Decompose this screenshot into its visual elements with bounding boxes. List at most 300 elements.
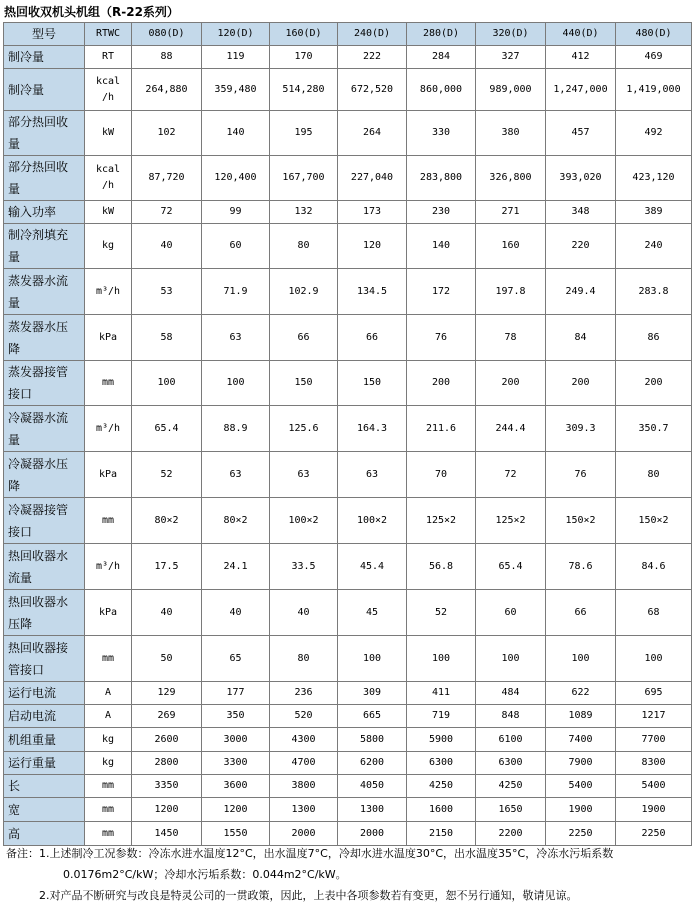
value-cell: 665 [338, 705, 407, 728]
model-header: 320(D) [476, 23, 546, 46]
value-cell: 5800 [338, 728, 407, 752]
value-cell: 348 [546, 201, 616, 224]
table-row [4, 156, 692, 201]
value-cell: 2600 [132, 728, 202, 752]
value-cell: 227,040 [338, 156, 407, 201]
value-cell: 40 [132, 224, 202, 269]
table-header-row [4, 23, 692, 46]
cell-line: mm [101, 652, 115, 664]
value-cell: 58 [132, 315, 202, 361]
cell-line: 输入功率 [8, 205, 57, 219]
cell-line: mm [101, 780, 115, 791]
value-cell: 284 [407, 46, 476, 69]
value-cell: 4050 [338, 775, 407, 798]
value-cell: 150×2 [546, 498, 616, 544]
value-cell: 150×2 [616, 498, 692, 544]
value-cell: 100 [616, 636, 692, 682]
note-line-2: 0.0176m2°C/kW；冷却水污垢系数：0.044m2°C/kW。 [63, 868, 347, 881]
value-cell: 2200 [476, 822, 546, 846]
row-label [4, 361, 85, 406]
cell-line: kPa [98, 606, 118, 618]
cell-line: 部分热回收 [8, 115, 69, 129]
cell-line: kW [101, 206, 115, 217]
value-cell: 4700 [270, 752, 338, 775]
value-cell: 125×2 [476, 498, 546, 544]
value-cell: 120 [338, 224, 407, 269]
value-cell: 1550 [202, 822, 270, 846]
row-unit [85, 498, 132, 544]
cell-line: 热回收器水 [8, 594, 69, 609]
value-cell: 76 [546, 452, 616, 498]
value-cell: 484 [476, 682, 546, 705]
row-label [4, 111, 85, 156]
value-cell: 283.8 [616, 269, 692, 315]
table-row [4, 406, 692, 452]
cell-line: 宽 [8, 802, 21, 817]
value-cell: 327 [476, 46, 546, 69]
value-cell: 65.4 [132, 406, 202, 452]
value-cell: 197.8 [476, 269, 546, 315]
cell-line: mm [101, 827, 115, 839]
value-cell: 860,000 [407, 69, 476, 111]
row-label [4, 69, 85, 111]
value-cell: 100 [407, 636, 476, 682]
value-cell: 50 [132, 636, 202, 682]
value-cell: 66 [546, 590, 616, 636]
value-cell: 249.4 [546, 269, 616, 315]
value-cell: 40 [202, 590, 270, 636]
row-label [4, 752, 85, 775]
value-cell: 100 [546, 636, 616, 682]
row-label [4, 775, 85, 798]
value-cell: 195 [270, 111, 338, 156]
cell-line: 接口 [8, 524, 33, 539]
cell-line: 蒸发器水流 [8, 273, 69, 288]
value-cell: 164.3 [338, 406, 407, 452]
value-cell: 119 [202, 46, 270, 69]
value-cell: 86 [616, 315, 692, 361]
value-cell: 76 [407, 315, 476, 361]
value-cell: 65.4 [476, 544, 546, 590]
value-cell: 1217 [616, 705, 692, 728]
cell-line: RT [101, 51, 115, 62]
row-label [4, 682, 85, 705]
value-cell: 132 [270, 201, 338, 224]
value-cell: 99 [202, 201, 270, 224]
row-unit [85, 636, 132, 682]
row-unit [85, 452, 132, 498]
row-unit [85, 705, 132, 728]
value-cell: 1089 [546, 705, 616, 728]
value-cell: 100×2 [270, 498, 338, 544]
cell-line: 量 [8, 295, 21, 310]
row-label [4, 224, 85, 269]
cell-line: 制冷量 [8, 50, 45, 64]
row-label [4, 728, 85, 752]
value-cell: 33.5 [270, 544, 338, 590]
row-label [4, 822, 85, 846]
model-header: 160(D) [270, 23, 338, 46]
spec-table [3, 22, 692, 846]
value-cell: 6300 [476, 752, 546, 775]
row-label [4, 544, 85, 590]
cell-line: kcal [95, 164, 121, 175]
value-cell: 125.6 [270, 406, 338, 452]
row-unit [85, 798, 132, 822]
value-cell: 52 [407, 590, 476, 636]
table-row [4, 775, 692, 798]
value-cell: 5400 [546, 775, 616, 798]
table-row [4, 269, 692, 315]
value-cell: 359,480 [202, 69, 270, 111]
value-cell: 411 [407, 682, 476, 705]
cell-line: 量 [8, 250, 21, 264]
value-cell: 7700 [616, 728, 692, 752]
value-cell: 6200 [338, 752, 407, 775]
row-label [4, 590, 85, 636]
value-cell: 80×2 [132, 498, 202, 544]
cell-line: kg [101, 733, 115, 745]
row-label [4, 636, 85, 682]
row-label [4, 452, 85, 498]
value-cell: 244.4 [476, 406, 546, 452]
value-cell: 236 [270, 682, 338, 705]
table-row [4, 361, 692, 406]
value-cell: 177 [202, 682, 270, 705]
value-cell: 45.4 [338, 544, 407, 590]
value-cell: 3000 [202, 728, 270, 752]
cell-line: 机组重量 [8, 732, 57, 747]
value-cell: 8300 [616, 752, 692, 775]
cell-line: 蒸发器接管 [8, 365, 69, 379]
value-cell: 672,520 [338, 69, 407, 111]
cell-line: 冷凝器水流 [8, 410, 69, 425]
cell-line: kW [101, 127, 115, 138]
cell-line: 长 [8, 779, 21, 793]
value-cell: 412 [546, 46, 616, 69]
notes [6, 843, 690, 906]
value-cell: 53 [132, 269, 202, 315]
value-cell: 134.5 [338, 269, 407, 315]
value-cell: 469 [616, 46, 692, 69]
value-cell: 102.9 [270, 269, 338, 315]
row-label [4, 46, 85, 69]
cell-line: 制冷量 [8, 82, 45, 97]
value-cell: 100×2 [338, 498, 407, 544]
row-label [4, 798, 85, 822]
value-cell: 88.9 [202, 406, 270, 452]
cell-line: 接口 [8, 387, 33, 401]
model-header: 440(D) [546, 23, 616, 46]
cell-line: 高 [8, 826, 21, 841]
row-unit [85, 269, 132, 315]
value-cell: 1,247,000 [546, 69, 616, 111]
cell-line: mm [101, 803, 115, 815]
value-cell: 5400 [616, 775, 692, 798]
value-cell: 393,020 [546, 156, 616, 201]
cell-line: 热回收器接 [8, 640, 69, 655]
row-unit [85, 361, 132, 406]
note-line-1: 备注：1.上述制冷工况参数：冷冻水进水温度12°C，出水温度7°C，冷却水进水温度30°C，出水温度35°C，冷冻水污垢系数 [6, 847, 614, 860]
table-row [4, 111, 692, 156]
value-cell: 389 [616, 201, 692, 224]
value-cell: 167,700 [270, 156, 338, 201]
value-cell: 1900 [616, 798, 692, 822]
cell-line: 制冷剂填充 [8, 228, 69, 242]
value-cell: 120,400 [202, 156, 270, 201]
value-cell: 330 [407, 111, 476, 156]
value-cell: 172 [407, 269, 476, 315]
cell-line: 冷凝器水压 [8, 456, 69, 471]
value-cell: 78 [476, 315, 546, 361]
value-cell: 2800 [132, 752, 202, 775]
cell-line: 量 [8, 182, 21, 196]
value-cell: 350 [202, 705, 270, 728]
cell-line: 管接口 [8, 662, 45, 677]
value-cell: 100 [476, 636, 546, 682]
value-cell: 1300 [338, 798, 407, 822]
value-cell: 100 [132, 361, 202, 406]
model-header: 080(D) [132, 23, 202, 46]
value-cell: 1650 [476, 798, 546, 822]
spec-table-body [4, 23, 692, 846]
value-cell: 5900 [407, 728, 476, 752]
value-cell: 66 [338, 315, 407, 361]
value-cell: 80×2 [202, 498, 270, 544]
value-cell: 719 [407, 705, 476, 728]
page-title: 热回收双机头机组（R-22系列） [4, 5, 179, 19]
value-cell: 230 [407, 201, 476, 224]
value-cell: 80 [270, 636, 338, 682]
value-cell: 309.3 [546, 406, 616, 452]
value-cell: 63 [202, 452, 270, 498]
value-cell: 4300 [270, 728, 338, 752]
value-cell: 520 [270, 705, 338, 728]
value-cell: 80 [270, 224, 338, 269]
value-cell: 150 [338, 361, 407, 406]
value-cell: 200 [616, 361, 692, 406]
value-cell: 2250 [546, 822, 616, 846]
cell-line: /h [101, 91, 115, 103]
cell-line: kcal [95, 75, 121, 87]
model-header: 120(D) [202, 23, 270, 46]
row-unit [85, 69, 132, 111]
value-cell: 2250 [616, 822, 692, 846]
row-label [4, 315, 85, 361]
value-cell: 240 [616, 224, 692, 269]
value-cell: 200 [476, 361, 546, 406]
cell-line: 流量 [8, 570, 33, 585]
table-row [4, 224, 692, 269]
table-row [4, 728, 692, 752]
value-cell: 7400 [546, 728, 616, 752]
cell-line: kPa [98, 468, 118, 480]
value-cell: 140 [407, 224, 476, 269]
cell-line: 部分热回收 [8, 160, 69, 174]
row-label [4, 705, 85, 728]
value-cell: 264,880 [132, 69, 202, 111]
cell-line: m³/h [95, 422, 121, 434]
value-cell: 1200 [132, 798, 202, 822]
value-cell: 45 [338, 590, 407, 636]
row-unit [85, 224, 132, 269]
row-label [4, 201, 85, 224]
table-row [4, 636, 692, 682]
value-cell: 68 [616, 590, 692, 636]
cell-line: m³/h [95, 285, 121, 297]
value-cell: 1450 [132, 822, 202, 846]
value-cell: 326,800 [476, 156, 546, 201]
cell-line: 量 [8, 137, 21, 151]
value-cell: 66 [270, 315, 338, 361]
value-cell: 2000 [338, 822, 407, 846]
value-cell: 87,720 [132, 156, 202, 201]
value-cell: 63 [338, 452, 407, 498]
cell-line: 运行电流 [8, 686, 57, 700]
cell-line: A [104, 710, 112, 721]
row-label [4, 498, 85, 544]
row-unit [85, 201, 132, 224]
table-row [4, 201, 692, 224]
cell-line: 量 [8, 432, 21, 447]
value-cell: 1,419,000 [616, 69, 692, 111]
value-cell: 3300 [202, 752, 270, 775]
value-cell: 56.8 [407, 544, 476, 590]
row-unit [85, 111, 132, 156]
value-cell: 24.1 [202, 544, 270, 590]
value-cell: 88 [132, 46, 202, 69]
value-cell: 269 [132, 705, 202, 728]
cell-line: A [104, 687, 112, 698]
model-header: 240(D) [338, 23, 407, 46]
cell-line: /h [101, 180, 115, 191]
row-unit [85, 728, 132, 752]
table-row [4, 498, 692, 544]
value-cell: 100 [338, 636, 407, 682]
cell-line: 热回收器水 [8, 548, 69, 563]
table-row [4, 69, 692, 111]
row-unit [85, 775, 132, 798]
value-cell: 140 [202, 111, 270, 156]
row-unit [85, 590, 132, 636]
table-row [4, 452, 692, 498]
value-cell: 17.5 [132, 544, 202, 590]
row-label [4, 156, 85, 201]
row-unit [85, 822, 132, 846]
value-cell: 514,280 [270, 69, 338, 111]
row-unit [85, 156, 132, 201]
value-cell: 220 [546, 224, 616, 269]
value-cell: 170 [270, 46, 338, 69]
value-cell: 423,120 [616, 156, 692, 201]
row-unit [85, 752, 132, 775]
value-cell: 309 [338, 682, 407, 705]
model-header: 480(D) [616, 23, 692, 46]
value-cell: 695 [616, 682, 692, 705]
value-cell: 40 [270, 590, 338, 636]
value-cell: 492 [616, 111, 692, 156]
cell-line: 降 [8, 478, 21, 493]
table-row [4, 590, 692, 636]
header-unit: RTWC [85, 23, 132, 46]
value-cell: 380 [476, 111, 546, 156]
cell-line: kg [101, 240, 115, 251]
value-cell: 6300 [407, 752, 476, 775]
note-line-3: 2.对产品不断研究与改良是特灵公司的一贯政策，因此，上表中各项参数若有变更，恕不另行通知，敬请见谅。 [39, 889, 578, 902]
value-cell: 264 [338, 111, 407, 156]
value-cell: 200 [546, 361, 616, 406]
value-cell: 283,800 [407, 156, 476, 201]
row-label [4, 269, 85, 315]
cell-line: 冷凝器接管 [8, 502, 69, 517]
value-cell: 150 [270, 361, 338, 406]
table-row [4, 822, 692, 846]
value-cell: 40 [132, 590, 202, 636]
value-cell: 84.6 [616, 544, 692, 590]
value-cell: 350.7 [616, 406, 692, 452]
value-cell: 4250 [407, 775, 476, 798]
table-row [4, 315, 692, 361]
value-cell: 65 [202, 636, 270, 682]
value-cell: 160 [476, 224, 546, 269]
value-cell: 70 [407, 452, 476, 498]
value-cell: 1900 [546, 798, 616, 822]
row-unit [85, 544, 132, 590]
value-cell: 72 [476, 452, 546, 498]
table-row [4, 682, 692, 705]
value-cell: 1600 [407, 798, 476, 822]
value-cell: 173 [338, 201, 407, 224]
value-cell: 222 [338, 46, 407, 69]
value-cell: 3350 [132, 775, 202, 798]
value-cell: 52 [132, 452, 202, 498]
value-cell: 1200 [202, 798, 270, 822]
table-row [4, 798, 692, 822]
value-cell: 271 [476, 201, 546, 224]
value-cell: 848 [476, 705, 546, 728]
row-unit [85, 315, 132, 361]
cell-line: 压降 [8, 616, 33, 631]
cell-line: 启动电流 [8, 709, 57, 723]
cell-line: 蒸发器水压 [8, 319, 69, 334]
cell-line: mm [101, 377, 115, 388]
value-cell: 80 [616, 452, 692, 498]
value-cell: 78.6 [546, 544, 616, 590]
value-cell: 989,000 [476, 69, 546, 111]
model-header: 280(D) [407, 23, 476, 46]
cell-line: kPa [98, 331, 118, 343]
header-label: 型号 [4, 23, 85, 46]
table-row [4, 46, 692, 69]
cell-line: mm [101, 514, 115, 526]
value-cell: 4250 [476, 775, 546, 798]
value-cell: 100 [202, 361, 270, 406]
value-cell: 84 [546, 315, 616, 361]
value-cell: 102 [132, 111, 202, 156]
value-cell: 60 [202, 224, 270, 269]
value-cell: 3600 [202, 775, 270, 798]
value-cell: 71.9 [202, 269, 270, 315]
table-row [4, 752, 692, 775]
value-cell: 63 [270, 452, 338, 498]
table-row [4, 544, 692, 590]
row-unit [85, 406, 132, 452]
value-cell: 211.6 [407, 406, 476, 452]
cell-line: m³/h [95, 560, 121, 572]
value-cell: 125×2 [407, 498, 476, 544]
cell-line: kg [101, 757, 115, 768]
value-cell: 60 [476, 590, 546, 636]
